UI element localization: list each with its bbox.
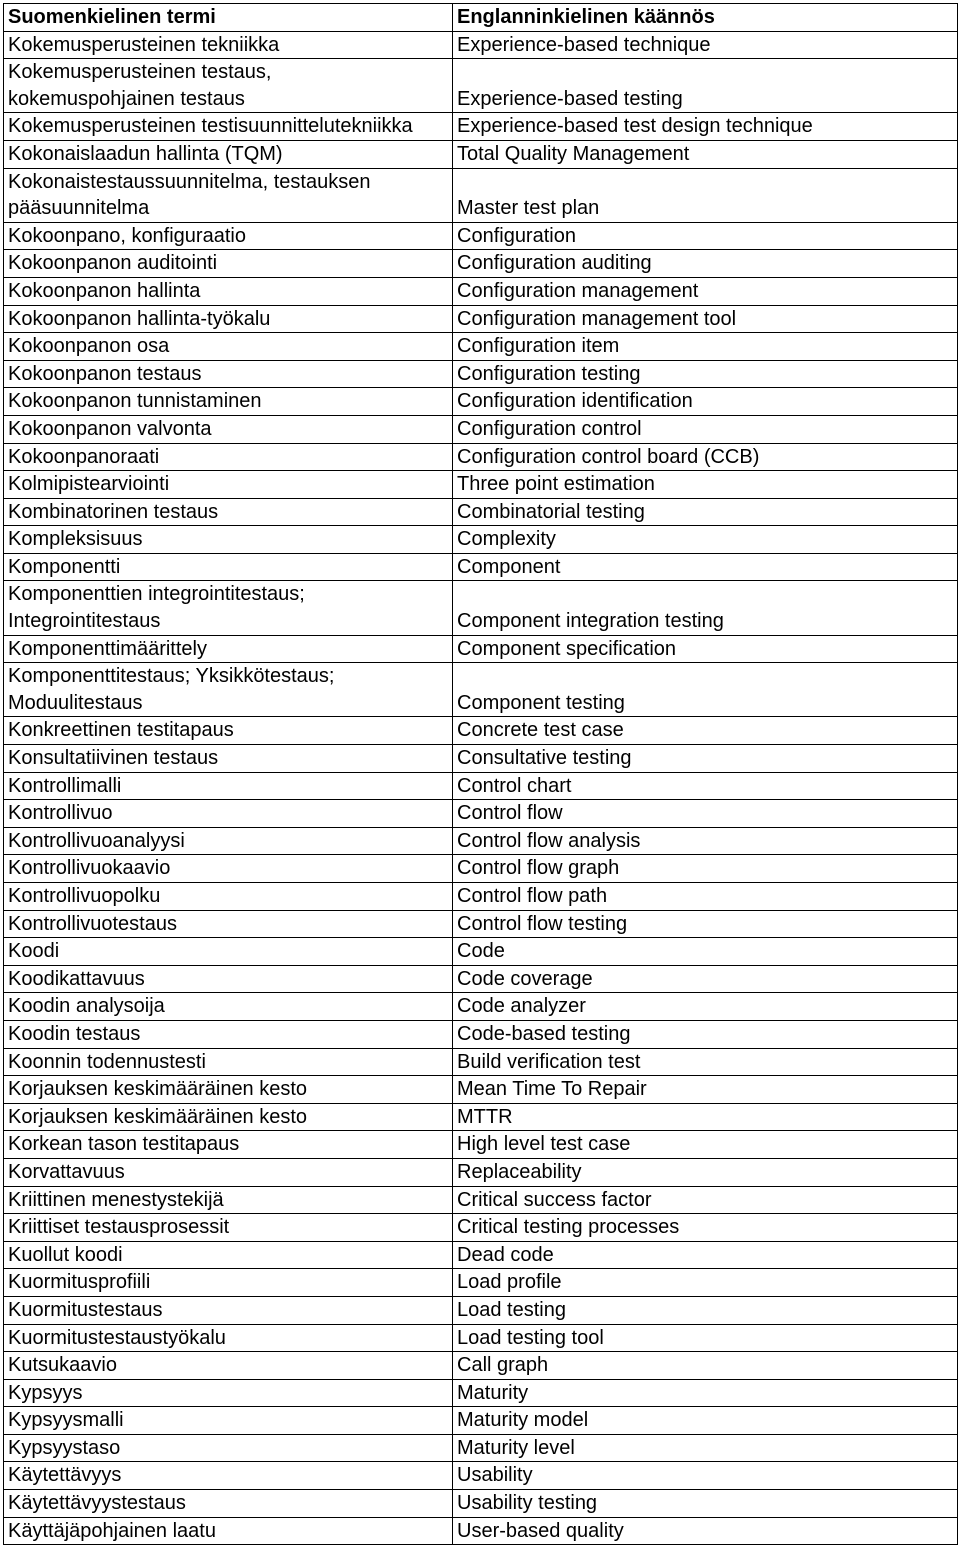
finnish-term-cell: Koodikattavuus <box>4 965 453 993</box>
english-translation-cell: Configuration testing <box>453 360 958 388</box>
english-translation-cell: Control chart <box>453 772 958 800</box>
finnish-term-cell: Kokoonpanoraati <box>4 443 453 471</box>
finnish-term-cell: Komponenttitestaus; Yksikkötestaus; Moduulitestaus <box>4 663 453 717</box>
english-translation-cell: Configuration management <box>453 277 958 305</box>
english-translation-cell: Code coverage <box>453 965 958 993</box>
table-row <box>4 1269 958 1297</box>
finnish-term-cell: Kokoonpanon hallinta-työkalu <box>4 305 453 333</box>
finnish-term-cell: Kontrollivuo <box>4 800 453 828</box>
table-row <box>4 388 958 416</box>
english-translation-cell: Code <box>453 938 958 966</box>
english-translation-cell: Usability testing <box>453 1490 958 1518</box>
finnish-term-cell: Komponenttimäärittely <box>4 635 453 663</box>
glossary-table <box>3 3 958 1545</box>
finnish-term-cell: Kontrollivuopolku <box>4 883 453 911</box>
table-row <box>4 1214 958 1242</box>
english-translation-cell: High level test case <box>453 1131 958 1159</box>
english-translation-cell: Code analyzer <box>453 993 958 1021</box>
table-row <box>4 1076 958 1104</box>
table-row <box>4 1490 958 1518</box>
english-translation-cell: Component integration testing <box>453 581 958 635</box>
finnish-term-cell: Kokonaislaadun hallinta (TQM) <box>4 140 453 168</box>
finnish-term-cell: Kutsukaavio <box>4 1352 453 1380</box>
table-row <box>4 717 958 745</box>
english-translation-cell: Critical success factor <box>453 1186 958 1214</box>
table-row <box>4 1158 958 1186</box>
table-row <box>4 1241 958 1269</box>
table-row <box>4 772 958 800</box>
english-translation-cell: Dead code <box>453 1241 958 1269</box>
finnish-term-cell: Korkean tason testitapaus <box>4 1131 453 1159</box>
header-english-translation: Englanninkielinen käännös <box>453 4 958 32</box>
english-translation-cell: Configuration item <box>453 333 958 361</box>
english-translation-cell: Configuration identification <box>453 388 958 416</box>
table-row <box>4 222 958 250</box>
finnish-term-cell: Kriittinen menestystekijä <box>4 1186 453 1214</box>
finnish-term-cell: Kompleksisuus <box>4 526 453 554</box>
table-row <box>4 1186 958 1214</box>
table-row <box>4 1131 958 1159</box>
table-row <box>4 663 958 717</box>
finnish-term-cell: Kypsyystaso <box>4 1434 453 1462</box>
table-row <box>4 1462 958 1490</box>
table-row <box>4 993 958 1021</box>
english-translation-cell: Total Quality Management <box>453 140 958 168</box>
finnish-term-cell: Käyttäjäpohjainen laatu <box>4 1517 453 1545</box>
english-translation-cell: Component testing <box>453 663 958 717</box>
english-translation-cell: Component <box>453 553 958 581</box>
english-translation-cell: Critical testing processes <box>453 1214 958 1242</box>
english-translation-cell: Load testing <box>453 1296 958 1324</box>
table-row <box>4 140 958 168</box>
table-row <box>4 938 958 966</box>
finnish-term-cell: Kypsyys <box>4 1379 453 1407</box>
english-translation-cell: Replaceability <box>453 1158 958 1186</box>
finnish-term-cell: Konsultatiivinen testaus <box>4 745 453 773</box>
english-translation-cell: Load profile <box>453 1269 958 1297</box>
finnish-term-cell: Käytettävyys <box>4 1462 453 1490</box>
table-row <box>4 1379 958 1407</box>
finnish-term-cell: Kokonaistestaussuunnitelma, testauksen pääsuunnitelma <box>4 168 453 222</box>
finnish-term-cell: Kontrollivuoanalyysi <box>4 827 453 855</box>
finnish-term-cell: Kokoonpanon osa <box>4 333 453 361</box>
english-translation-cell: Configuration <box>453 222 958 250</box>
finnish-term-cell: Korvattavuus <box>4 1158 453 1186</box>
finnish-term-cell: Korjauksen keskimääräinen kesto <box>4 1076 453 1104</box>
finnish-term-cell: Kokoonpanon auditointi <box>4 250 453 278</box>
english-translation-cell: Three point estimation <box>453 471 958 499</box>
finnish-term-cell: Koonnin todennustesti <box>4 1048 453 1076</box>
finnish-term-cell: Kokemusperusteinen testaus, kokemuspohjainen testaus <box>4 59 453 113</box>
english-translation-cell: Maturity <box>453 1379 958 1407</box>
english-translation-cell: Complexity <box>453 526 958 554</box>
table-row <box>4 1352 958 1380</box>
english-translation-cell: Experience-based testing <box>453 59 958 113</box>
table-row <box>4 827 958 855</box>
finnish-term-cell: Kontrollivuokaavio <box>4 855 453 883</box>
english-translation-cell: Mean Time To Repair <box>453 1076 958 1104</box>
table-row <box>4 333 958 361</box>
english-translation-cell: MTTR <box>453 1103 958 1131</box>
english-translation-cell: Code-based testing <box>453 1020 958 1048</box>
finnish-term-cell: Koodin testaus <box>4 1020 453 1048</box>
english-translation-cell: Control flow graph <box>453 855 958 883</box>
english-translation-cell: Load testing tool <box>453 1324 958 1352</box>
finnish-term-cell: Kuormitustestaustyökalu <box>4 1324 453 1352</box>
header-row <box>4 4 958 32</box>
finnish-term-cell: Koodi <box>4 938 453 966</box>
english-translation-cell: Usability <box>453 1462 958 1490</box>
finnish-term-cell: Kypsyysmalli <box>4 1407 453 1435</box>
table-row <box>4 415 958 443</box>
english-translation-cell: Control flow <box>453 800 958 828</box>
table-row <box>4 168 958 222</box>
table-row <box>4 965 958 993</box>
table-row <box>4 800 958 828</box>
english-translation-cell: Control flow analysis <box>453 827 958 855</box>
finnish-term-cell: Kokoonpanon valvonta <box>4 415 453 443</box>
table-row <box>4 910 958 938</box>
finnish-term-cell: Komponentti <box>4 553 453 581</box>
finnish-term-cell: Kombinatorinen testaus <box>4 498 453 526</box>
header-finnish-term: Suomenkielinen termi <box>4 4 453 32</box>
english-translation-cell: Consultative testing <box>453 745 958 773</box>
table-row <box>4 635 958 663</box>
finnish-term-cell: Kokoonpano, konfiguraatio <box>4 222 453 250</box>
table-row <box>4 526 958 554</box>
finnish-term-cell: Kuormitusprofiili <box>4 1269 453 1297</box>
table-row <box>4 855 958 883</box>
table-row <box>4 883 958 911</box>
table-row <box>4 250 958 278</box>
finnish-term-cell: Kokoonpanon tunnistaminen <box>4 388 453 416</box>
table-row <box>4 498 958 526</box>
glossary-body <box>4 31 958 1545</box>
finnish-term-cell: Kokemusperusteinen tekniikka <box>4 31 453 59</box>
finnish-term-cell: Kontrollimalli <box>4 772 453 800</box>
english-translation-cell: Build verification test <box>453 1048 958 1076</box>
table-row <box>4 113 958 141</box>
finnish-term-cell: Konkreettinen testitapaus <box>4 717 453 745</box>
english-translation-cell: Experience-based test design technique <box>453 113 958 141</box>
table-row <box>4 1434 958 1462</box>
table-row <box>4 1517 958 1545</box>
finnish-term-cell: Korjauksen keskimääräinen kesto <box>4 1103 453 1131</box>
finnish-term-cell: Kriittiset testausprosessit <box>4 1214 453 1242</box>
english-translation-cell: User-based quality <box>453 1517 958 1545</box>
table-row <box>4 59 958 113</box>
table-row <box>4 1020 958 1048</box>
english-translation-cell: Master test plan <box>453 168 958 222</box>
english-translation-cell: Control flow testing <box>453 910 958 938</box>
finnish-term-cell: Kokemusperusteinen testisuunnittelutekniikka <box>4 113 453 141</box>
finnish-term-cell: Käytettävyystestaus <box>4 1490 453 1518</box>
finnish-term-cell: Kontrollivuotestaus <box>4 910 453 938</box>
english-translation-cell: Component specification <box>453 635 958 663</box>
english-translation-cell: Configuration control board (CCB) <box>453 443 958 471</box>
table-row <box>4 360 958 388</box>
english-translation-cell: Maturity model <box>453 1407 958 1435</box>
english-translation-cell: Concrete test case <box>453 717 958 745</box>
table-row <box>4 1296 958 1324</box>
finnish-term-cell: Komponenttien integrointitestaus; Integrointitestaus <box>4 581 453 635</box>
table-row <box>4 471 958 499</box>
table-row <box>4 31 958 59</box>
table-row <box>4 581 958 635</box>
table-row <box>4 1103 958 1131</box>
table-row <box>4 553 958 581</box>
finnish-term-cell: Kokoonpanon testaus <box>4 360 453 388</box>
finnish-term-cell: Kuormitustestaus <box>4 1296 453 1324</box>
table-row <box>4 745 958 773</box>
table-row <box>4 1407 958 1435</box>
english-translation-cell: Combinatorial testing <box>453 498 958 526</box>
english-translation-cell: Experience-based technique <box>453 31 958 59</box>
table-row <box>4 1324 958 1352</box>
english-translation-cell: Configuration management tool <box>453 305 958 333</box>
finnish-term-cell: Kokoonpanon hallinta <box>4 277 453 305</box>
finnish-term-cell: Kolmipistearviointi <box>4 471 453 499</box>
english-translation-cell: Call graph <box>453 1352 958 1380</box>
english-translation-cell: Configuration auditing <box>453 250 958 278</box>
finnish-term-cell: Kuollut koodi <box>4 1241 453 1269</box>
finnish-term-cell: Koodin analysoija <box>4 993 453 1021</box>
english-translation-cell: Maturity level <box>453 1434 958 1462</box>
table-row <box>4 443 958 471</box>
english-translation-cell: Control flow path <box>453 883 958 911</box>
english-translation-cell: Configuration control <box>453 415 958 443</box>
table-row <box>4 1048 958 1076</box>
table-row <box>4 277 958 305</box>
table-row <box>4 305 958 333</box>
